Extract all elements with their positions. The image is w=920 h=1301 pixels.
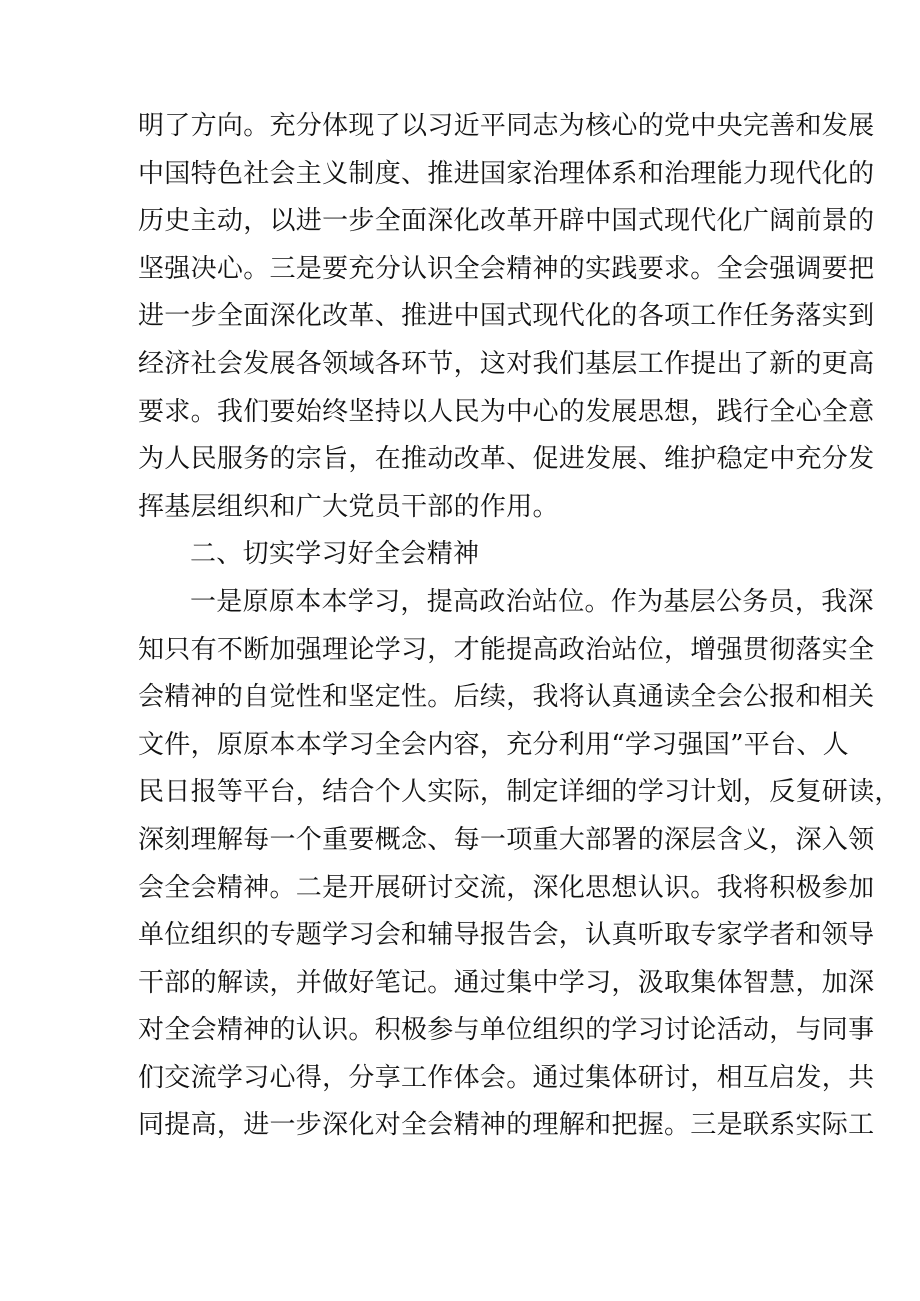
body-line: 干部的解读，并做好笔记。通过集中学习，汲取集体智慧，加深 — [138, 967, 875, 998]
body-line: 文件，原原本本学习全会内容，充分利用“学习强国”平台、人 — [138, 729, 849, 760]
body-line: 同提高，进一步深化对全会精神的理解和把握。三是联系实际工 — [138, 1110, 875, 1141]
body-line: 会精神的自觉性和坚定性。后续，我将认真通读全会公报和相关 — [138, 682, 875, 713]
body-line: 挥基层组织和广大党员干部的作用。 — [138, 491, 559, 522]
body-line: 们交流学习心得，分享工作体会。通过集体研讨，相互启发，共 — [138, 1062, 875, 1093]
section-heading: 二、切实学习好全会精神 — [190, 539, 480, 570]
body-line: 为人民服务的宗旨，在推动改革、促进发展、维护稳定中充分发 — [138, 444, 875, 475]
body-line: 中国特色社会主义制度、推进国家治理体系和治理能力现代化的 — [138, 158, 875, 189]
body-line: 坚强决心。三是要充分认识全会精神的实践要求。全会强调要把 — [138, 253, 875, 284]
body-line: 历史主动，以进一步全面深化改革开辟中国式现代化广阔前景的 — [138, 206, 875, 237]
body-line: 对全会精神的认识。积极参与单位组织的学习讨论活动，与同事 — [138, 1015, 875, 1046]
body-line: 明了方向。充分体现了以习近平同志为核心的党中央完善和发展 — [138, 111, 875, 141]
body-line: 民日报等平台，结合个人实际，制定详细的学习计划，反复研读， — [138, 777, 901, 808]
body-line: 进一步全面深化改革、推进中国式现代化的各项工作任务落实到 — [138, 301, 875, 332]
body-line: 经济社会发展各领域各环节，这对我们基层工作提出了新的更高 — [138, 348, 875, 379]
body-line: 要求。我们要始终坚持以人民为中心的发展思想，践行全心全意 — [138, 396, 875, 427]
body-line: 会全会精神。二是开展研讨交流，深化思想认识。我将积极参加 — [138, 872, 875, 903]
body-line: 深刻理解每一个重要概念、每一项重大部署的深层含义，深入领 — [138, 824, 875, 855]
document-body — [138, 103, 901, 1150]
body-line: 单位组织的专题学习会和辅导报告会，认真听取专家学者和领导 — [138, 920, 875, 951]
paragraph-start-line: 一是原原本本学习，提高政治站位。作为基层公务员，我深 — [190, 586, 874, 617]
body-line: 知只有不断加强理论学习，才能提高政治站位，增强贯彻落实全 — [138, 634, 875, 665]
